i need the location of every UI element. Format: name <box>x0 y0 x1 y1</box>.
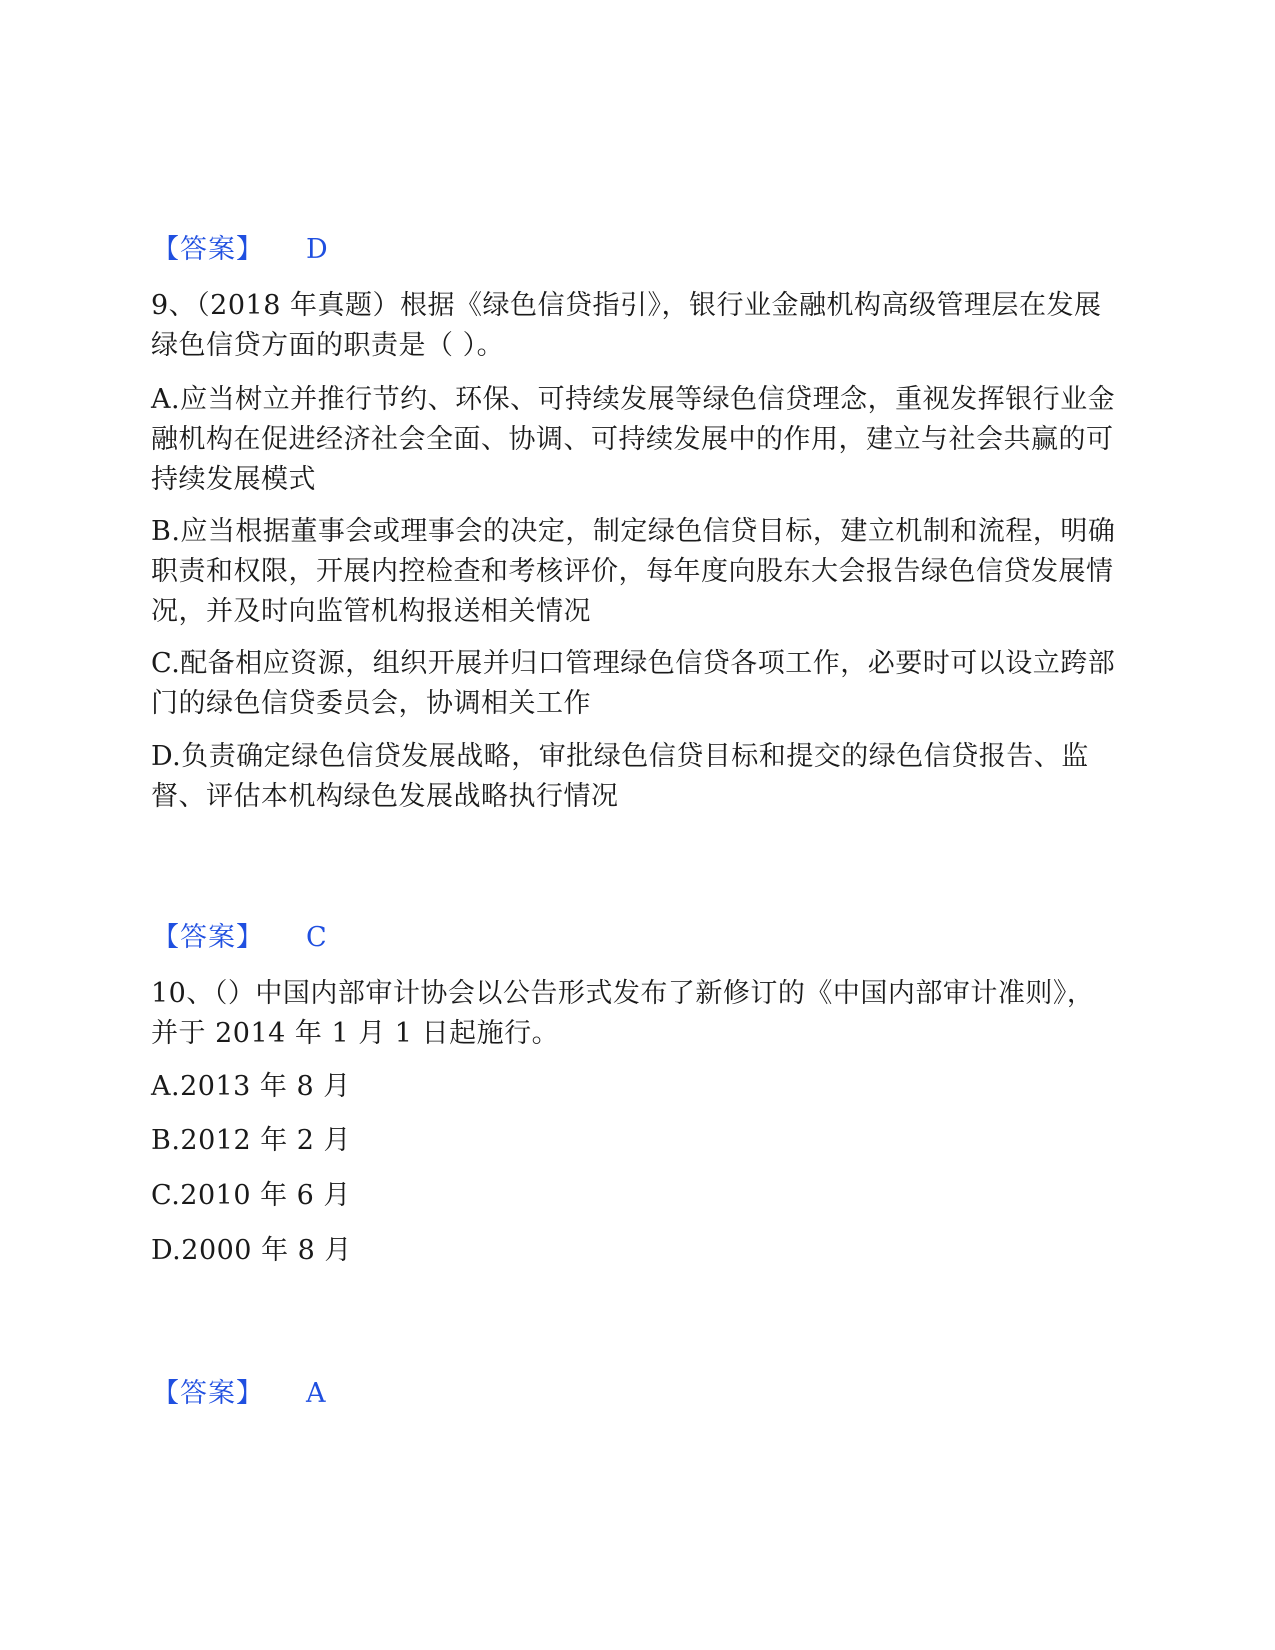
question-10-option-a <box>151 1067 1121 1107</box>
answer-label: 【答案】 <box>152 922 264 953</box>
option-text: C.配备相应资源，组织开展并归口管理绿色信贷各项工作，必要时可以设立跨部门的绿色信贷委员会，协调相关工作 <box>151 648 1116 719</box>
answer-value: A <box>306 1378 326 1409</box>
question-9-option-a <box>151 380 1121 500</box>
question-text: 9、（2018 年真题）根据《绿色信贷指引》，银行业金融机构高级管理层在发展绿色信贷方面的职责是（ ）。 <box>151 290 1102 361</box>
question-text: 10、（）中国内部审计协会以公告形式发布了新修订的《中国内部审计准则》，并于 2014 年 1 月 1 日起施行。 <box>151 978 1095 1049</box>
question-10-option-b <box>151 1121 1121 1161</box>
option-text: B.应当根据董事会或理事会的决定，制定绿色信贷目标，建立机制和流程，明确职责和权限，开展内控检查和考核评价，每年度向股东大会报告绿色信贷发展情况，并及时向监管机构报送相关情况 <box>151 516 1116 627</box>
option-text: A.应当树立并推行节约、环保、可持续发展等绿色信贷理念，重视发挥银行业金融机构在促进经济社会全面、协调、可持续发展中的作用，建立与社会共赢的可持续发展模式 <box>151 384 1116 495</box>
question-10-option-c <box>151 1176 1121 1216</box>
question-10-stem <box>151 974 1121 1054</box>
question-9-option-d <box>151 737 1121 817</box>
option-text: A.2013 年 8 月 <box>151 1071 351 1102</box>
option-text: C.2010 年 6 月 <box>151 1180 351 1211</box>
answer-value: C <box>306 922 327 953</box>
question-9-stem <box>151 286 1121 366</box>
answer-label: 【答案】 <box>152 1378 264 1409</box>
option-text: D.负责确定绿色信贷发展战略，审批绿色信贷目标和提交的绿色信贷报告、监督、评估本机构绿色发展战略执行情况 <box>151 741 1089 812</box>
option-text: D.2000 年 8 月 <box>151 1235 352 1266</box>
option-text: B.2012 年 2 月 <box>151 1125 352 1156</box>
answer-label: 【答案】 <box>152 234 264 265</box>
question-9-option-c <box>151 644 1121 724</box>
question-10-option-d <box>151 1231 1121 1271</box>
answer-line-q9 <box>152 920 327 956</box>
answer-line-q10 <box>152 1376 326 1412</box>
answer-value: D <box>306 234 328 265</box>
answer-line-q8 <box>152 232 328 268</box>
question-9-option-b <box>151 512 1121 632</box>
